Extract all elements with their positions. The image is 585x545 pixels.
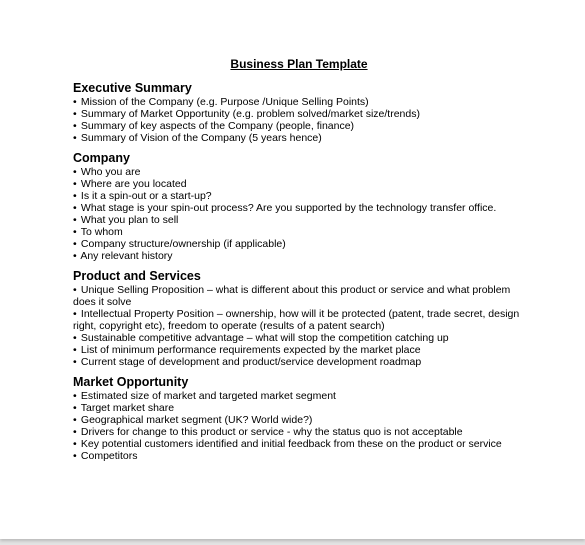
bullet-icon: • [73,390,77,402]
list-item: • Summary of Market Opportunity (e.g. problem solved/market size/trends) [73,108,420,120]
section-market-opportunity [73,375,533,462]
bullet-icon: • [73,356,77,368]
list-item: • Target market share [73,402,175,414]
list-item: • Where are you located [73,178,187,190]
list-item: • Estimated size of market and targeted market segment [73,390,336,402]
list-item: • Drivers for change to this product or service - why the status quo is not acceptable [73,426,463,438]
list-item: • Is it a spin-out or a start-up? [73,190,212,202]
list-item: • Sustainable competitive advantage – what will stop the competition catching up [73,332,449,344]
bullet-icon: • [73,166,77,178]
section-heading: Product and Services [73,269,201,283]
bullet-icon: • [73,178,77,190]
section-heading: Executive Summary [73,81,192,95]
bullet-icon: • [73,450,77,462]
section-product-and-services [73,269,533,368]
bullet-icon: • [73,190,77,202]
list-item: • Intellectual Property Position – ownership, how will it be protected (patent, trade secret, design right, copyright etc), freedom to operate (results of a patent search) [73,308,520,332]
section-heading: Company [73,151,130,165]
bullet-icon: • [73,402,77,414]
bullet-icon: • [73,214,77,226]
list-item: • Key potential customers identified and initial feedback from these on the product or service [73,438,502,450]
list-item: • To whom [73,226,123,238]
bullet-icon: • [73,108,77,120]
list-item: • Geographical market segment (UK? World wide?) [73,414,313,426]
list-item: • Unique Selling Proposition – what is different about this product or service and what problem does it solve [73,284,511,308]
bullet-list [73,390,533,462]
bullet-icon: • [73,202,77,214]
list-item: • Who you are [73,166,141,178]
bullet-icon: • [73,120,77,132]
bullet-icon: • [73,238,77,250]
list-item: • Competitors [73,450,138,462]
bullet-list [73,166,533,262]
section-executive-summary [73,81,533,144]
bullet-icon: • [73,308,77,320]
list-item: • Mission of the Company (e.g. Purpose /Unique Selling Points) [73,96,369,108]
list-item: • Current stage of development and product/service development roadmap [73,356,422,368]
bullet-icon: • [73,284,77,296]
list-item: • Company structure/ownership (if applicable) [73,238,286,250]
bullet-icon: • [73,332,77,344]
bullet-icon: • [73,96,77,108]
document-title: Business Plan Template [230,57,368,71]
list-item: • Any relevant history [73,250,173,262]
list-item: • What stage is your spin-out process? Are you supported by the technology transfer office. [73,202,497,214]
list-item: • What you plan to sell [73,214,179,226]
document-body [73,81,533,462]
list-item: • Summary of Vision of the Company (5 years hence) [73,132,322,144]
bullet-icon: • [73,250,77,262]
bullet-icon: • [73,414,77,426]
bullet-icon: • [73,132,77,144]
list-item: • Summary of key aspects of the Company (people, finance) [73,120,355,132]
bullet-list [73,96,533,144]
bullet-list [73,284,533,368]
section-company [73,151,533,262]
bullet-icon: • [73,226,77,238]
bullet-icon: • [73,426,77,438]
section-heading: Market Opportunity [73,375,189,389]
bullet-icon: • [73,438,77,450]
bullet-icon: • [73,344,77,356]
list-item: • List of minimum performance requirements expected by the market place [73,344,421,356]
